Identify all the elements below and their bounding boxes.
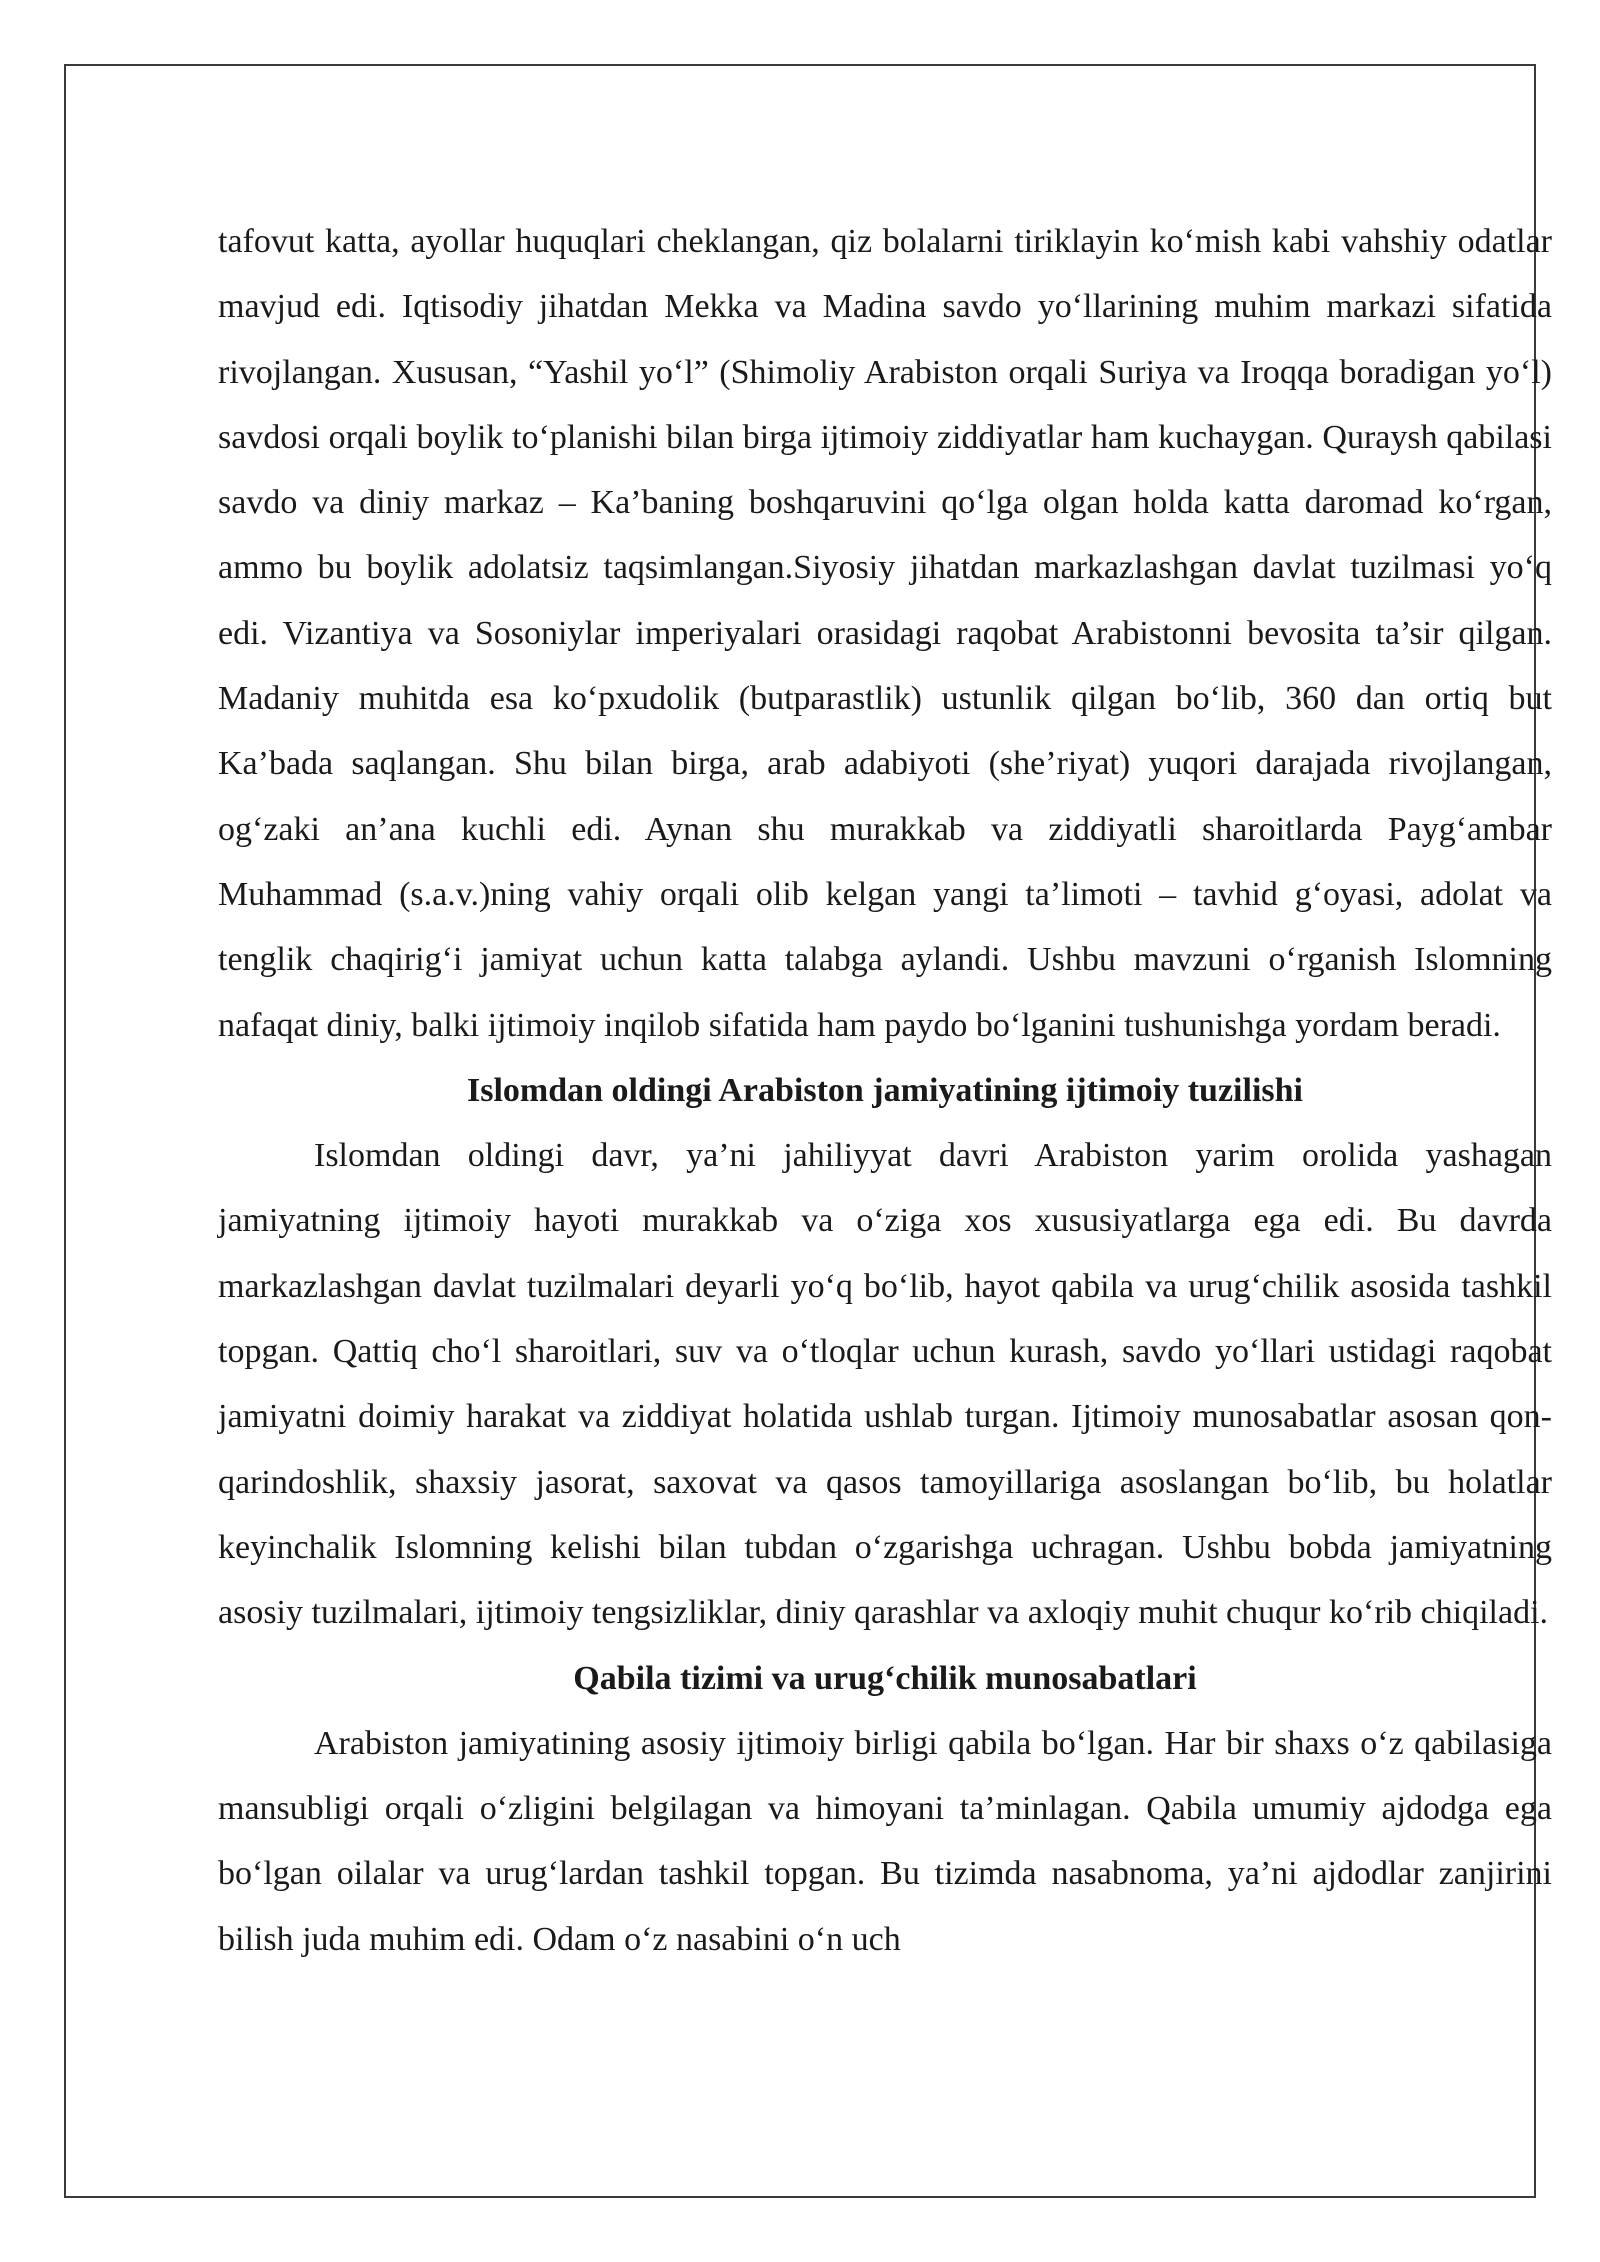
paragraph-tribal-system: Arabiston jamiyatining asosiy ijtimoiy birligi qabila bo‘lgan. Har bir shaxs o‘z qabilasiga mansubligi orqali o‘zligini belgilagan va himoyani ta’minlagan. Qabila umumiy ajdodga ega bo‘lgan oilalar va urug‘lardan tashkil topgan. Bu tizimda nasabnoma, ya’ni ajdodlar zanjirini bilish juda muhim edi. Odam o‘z nasabini o‘n uch xyxy=(218,1724,1552,1958)
paragraph-social-structure: Islomdan oldingi davr, ya’ni jahiliyyat davri Arabiston yarim orolida yashagan jamiyatning ijtimoiy hayoti murakkab va o‘ziga xos xususiyatlarga ega edi. Bu davrda markazlashgan davlat tuzilmalari deyarli yo‘q bo‘lib, hayot qabila va urug‘chilik asosida tashkil topgan. Qattiq cho‘l sharoitlari, suv va o‘tloqlar uchun kurash, savdo yo‘llari ustidagi raqobat jamiyatni doimiy harakat va ziddiyat holatida ushlab turgan. Ijtimoiy munosabatlar asosan qon-qarindoshlik, shaxsiy jasorat, saxovat va qasos tamoyillariga asoslangan bo‘lib, bu holatlar keyinchalik Islomning kelishi bilan tubdan o‘zgarishga uchragan. Ushbu bobda jamiyatning asosiy tuzilmalari, ijtimoiy tengsizliklar, diniy qarashlar va axloqiy muhit chuqur ko‘rib chiqiladi. xyxy=(218,1137,1552,1632)
document-body xyxy=(218,209,1552,1972)
paragraph-intro-continuation: tafovut katta, ayollar huquqlari cheklangan, qiz bolalarni tiriklayin ko‘mish kabi vahshiy odatlar mavjud edi. Iqtisodiy jihatdan Mekka va Madina savdo yo‘llarining muhim markazi sifatida rivojlangan. Xususan, “Yashil yo‘l” (Shimoliy Arabiston orqali Suriya va Iroqqa boradigan yo‘l) savdosi orqali boylik to‘planishi bilan birga ijtimoiy ziddiyatlar ham kuchaygan. Quraysh qabilasi savdo va diniy markaz – Ka’baning boshqaruvini qo‘lga olgan holda katta daromad ko‘rgan, ammo bu boylik adolatsiz taqsimlangan.Siyosiy jihatdan markazlashgan davlat tuzilmasi yo‘q edi. Vizantiya va Sosoniylar imperiyalari orasidagi raqobat Arabistonni bevosita ta’sir qilgan. Madaniy muhitda esa ko‘pxudolik (butparastlik) ustunlik qilgan bo‘lib, 360 dan ortiq but Ka’bada saqlangan. Shu bilan birga, arab adabiyoti (she’riyat) yuqori darajada rivojlangan, og‘zaki an’ana kuchli edi. Aynan shu murakkab va ziddiyatli sharoitlarda Payg‘ambar Muhammad (s.a.v.)ning vahiy orqali olib kelgan yangi ta’limoti – tavhid g‘oyasi, adolat va tenglik chaqirig‘i jamiyat uchun katta talabga aylandi. Ushbu mavzuni o‘rganish Islomning nafaqat diniy, balki ijtimoiy inqilob sifatida ham paydo bo‘lganini tushunishga yordam beradi. xyxy=(218,223,1552,1044)
page-frame xyxy=(64,64,1552,2198)
section-heading-social-structure: Islomdan oldingi Arabiston jamiyatining ijtimoiy tuzilishi xyxy=(467,1071,1303,1109)
section-heading-tribal-system: Qabila tizimi va urug‘chilik munosabatlari xyxy=(573,1659,1197,1697)
